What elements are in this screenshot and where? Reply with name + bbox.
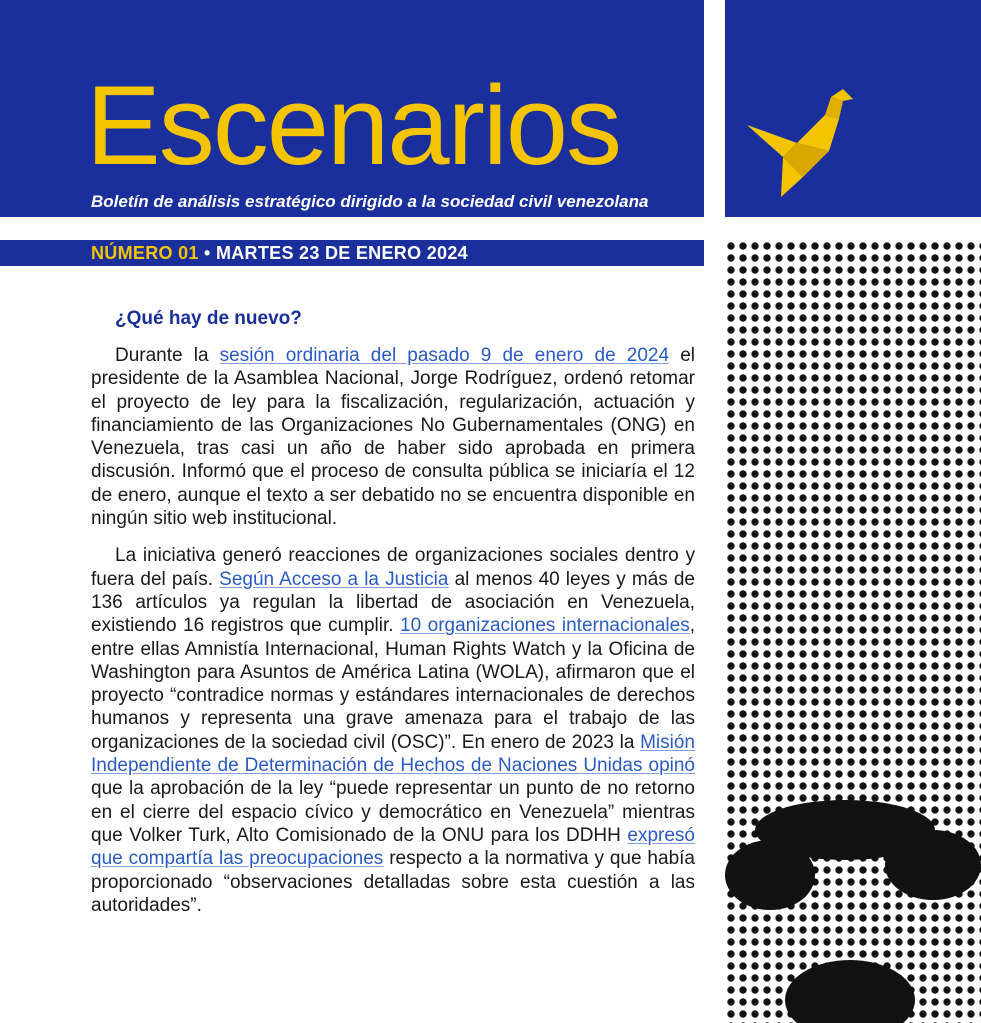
- paragraph-text: el presidente de la Asamblea Nacional, Jorge Rodríguez, ordenó retomar el proyecto de ley para la fiscalización, regularización, actuación y financiamiento de las Organizaciones No Gubernamentales (ONG) en Venezuela, tras casi un año de haber sido aprobada en primera discusión. Informó que el proceso de consulta pública se iniciaría el 12 de enero, aunque el texto a ser debatido no se encuentra disponible en ningún sitio web institucional.: [91, 345, 695, 530]
- link-mision-independiente[interactable]: Misión Independiente de Determinación de Hechos de Naciones Unidas opinó: [91, 731, 695, 777]
- logo-panel: [725, 0, 981, 217]
- paragraph-text: respecto a la normativa y que había proporcionado “observaciones detalladas sobre esta cuestión a las autoridades”.: [91, 848, 695, 916]
- paragraph-text: Durante la: [115, 345, 220, 366]
- link-sesion-ordinaria[interactable]: sesión ordinaria del pasado 9 de enero de 2024: [219, 345, 670, 366]
- issue-bar: [0, 240, 704, 266]
- paragraph-text: La iniciativa generó reacciones de organizaciones sociales dentro y fuera del país.: [91, 545, 695, 590]
- issue-date: MARTES 23 DE ENERO 2024: [215, 243, 468, 263]
- section-heading: ¿Qué hay de nuevo?: [115, 308, 302, 329]
- link-expreso-preocupaciones[interactable]: expresó que compartía las preocupaciones: [91, 824, 695, 870]
- halftone-portrait-image: [725, 240, 981, 1023]
- paragraph-text: al menos 40 leyes y más de 136 artículos ya regulan la libertad de asociación en Venezuela, existiendo 16 registros que cumplir.: [91, 568, 695, 637]
- issue-number: NÚMERO 01: [91, 243, 199, 263]
- article: [91, 308, 695, 931]
- paragraph-text: , entre ellas Amnistía Internacional, Human Rights Watch y la Oficina de Washington para Asuntos de América Latina (WOLA), afirmaron que el proyecto “contradice normas y estándares internacionales de derechos humanos y representa una grave amenaza para el trabajo de las organizaciones de la sociedad civil (OSC)”. En enero de 2023 la: [91, 615, 695, 753]
- article-paragraph-2: [91, 544, 695, 917]
- publication-tagline: Boletín de análisis estratégico dirigido a la sociedad civil venezolana: [91, 192, 649, 211]
- masthead: [0, 0, 704, 217]
- paragraph-text: que la aprobación de la ley “puede representar un punto de no retorno en el cierre del espacio cívico y democrático en Venezuela” mientras que Volker Turk, Alto Comisionado de la ONU para los DDHH: [91, 778, 695, 846]
- link-organizaciones-internacionales[interactable]: 10 organizaciones internacionales: [400, 615, 690, 637]
- issue-separator: •: [198, 243, 216, 263]
- publication-title: Escenarios: [86, 63, 621, 188]
- article-paragraph-1: [91, 344, 695, 530]
- link-acceso-justicia[interactable]: Según Acceso a la Justicia: [219, 568, 449, 590]
- origami-bird-icon: [743, 85, 863, 205]
